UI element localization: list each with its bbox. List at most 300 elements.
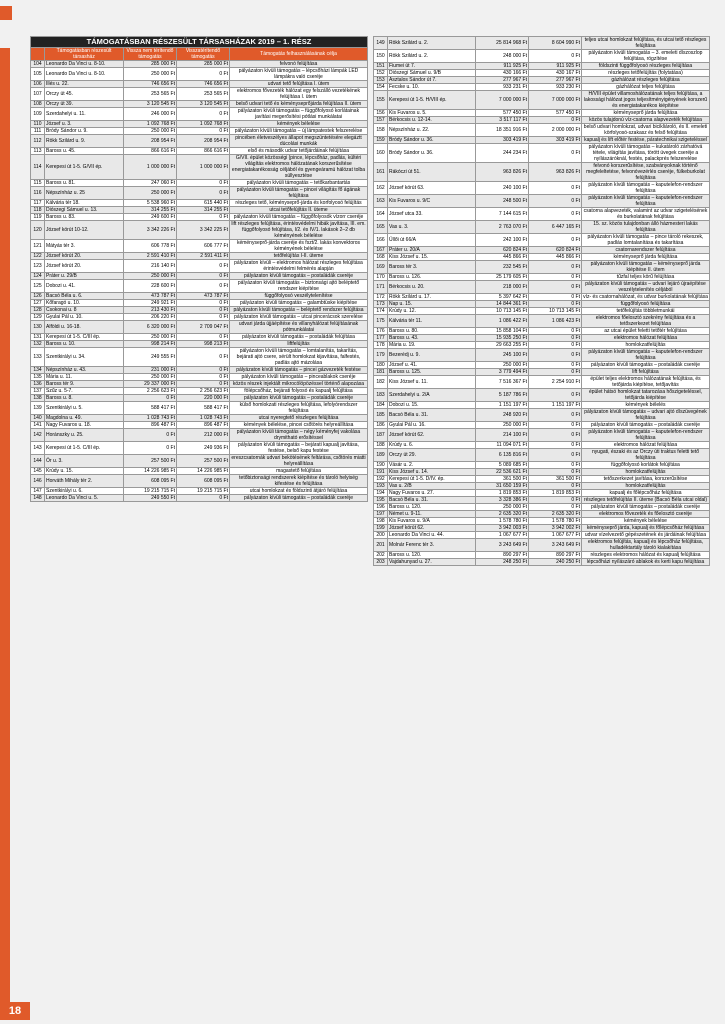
building-name: Kálvária tér 11. — [388, 315, 476, 328]
table-row — [31, 395, 368, 402]
row-index: 170 — [374, 274, 388, 281]
nonrefundable-amount: 0 Ft — [124, 442, 177, 455]
row-index: 202 — [374, 552, 388, 559]
row-index: 161 — [374, 163, 388, 182]
table-row — [31, 88, 368, 101]
building-name: Kis Fuvaros u. 5. — [388, 110, 476, 117]
building-name: Bezerédj u. 9. — [388, 349, 476, 362]
building-name: Vajdahunyad u. 27. — [388, 559, 476, 566]
refundable-amount: 303 419 Ft — [529, 137, 582, 144]
refundable-amount: 577 450 Ft — [529, 110, 582, 117]
row-index: 172 — [374, 294, 388, 301]
table-row — [374, 559, 710, 566]
row-index: 140 — [31, 415, 45, 422]
nonrefundable-amount: 206 220 Ft — [124, 314, 177, 321]
row-index: 149 — [374, 37, 388, 50]
nonrefundable-amount: 247 060 Ft — [124, 180, 177, 187]
refundable-amount: 0 Ft — [529, 504, 582, 511]
table-row — [374, 532, 710, 539]
row-index: 128 — [31, 307, 45, 314]
refundable-amount: 445 866 Ft — [529, 254, 582, 261]
building-name: Baross u. 125. — [388, 369, 476, 376]
row-index: 197 — [374, 511, 388, 518]
row-index: 136 — [31, 381, 45, 388]
table-row — [31, 422, 368, 429]
nonrefundable-amount: 228 600 Ft — [124, 280, 177, 293]
table-row — [31, 273, 368, 280]
nonrefundable-amount: 606 778 Ft — [124, 240, 177, 253]
refundable-amount: 0 Ft — [177, 280, 230, 293]
purpose: pályázaton kívüli támogatás – új lámpatestek felszerelése — [230, 128, 368, 135]
row-index: 133 — [31, 348, 45, 367]
table-row — [374, 308, 710, 315]
refundable-amount: 0 Ft — [177, 187, 230, 200]
building-name: Krúdy u. 6. — [388, 442, 476, 449]
nonrefundable-amount: 248 250 Ft — [476, 559, 529, 566]
nonrefundable-amount: 249 921 Ft — [124, 300, 177, 307]
building-name: Krúdy u. 15. — [45, 468, 124, 475]
row-index: 181 — [374, 369, 388, 376]
table-row — [374, 476, 710, 483]
purpose: udvar vízelvezető gépészetének és járdáinak felújítása — [582, 532, 710, 539]
table-row — [374, 163, 710, 182]
row-index: 118 — [31, 207, 45, 214]
purpose: utcai tetőfelújítás II. üteme — [230, 207, 368, 214]
row-index: 159 — [374, 137, 388, 144]
refundable-amount: 0 Ft — [529, 274, 582, 281]
purpose: függőfolyosó veszélytelenítése — [230, 293, 368, 300]
table-row — [31, 429, 368, 442]
table-row — [374, 261, 710, 274]
row-index: 167 — [374, 247, 388, 254]
nonrefundable-amount: 240 100 Ft — [476, 182, 529, 195]
row-index: 138 — [31, 395, 45, 402]
row-index: 171 — [374, 281, 388, 294]
refundable-amount: 3 342 225 Ft — [177, 221, 230, 240]
table-row — [374, 422, 710, 429]
purpose: az utcai épület feletti tetőtér felújítása — [582, 328, 710, 335]
nonrefundable-amount: 1 578 780 Ft — [476, 518, 529, 525]
purpose: felvonó korszerűsítése, szabványoknak történő megfeleltetése, felvonóvezérlés cseréje, fülkeburkolat felújítása — [582, 163, 710, 182]
row-index: 105 — [31, 68, 45, 81]
purpose: homlokzatfelújítás — [582, 342, 710, 349]
table-row — [31, 402, 368, 415]
purpose: épület hátsó homlokzat tatarozása hőszigeteléssel, tetőjárda kiépítése — [582, 389, 710, 402]
table-row — [31, 314, 368, 321]
row-index: 158 — [374, 124, 388, 137]
header-refundable: Visszatérítendő támogatás — [177, 48, 230, 61]
purpose: pályázaton kívüli támogatás – postaládák cseréje — [582, 422, 710, 429]
building-name: Baross u. 83. — [45, 214, 124, 221]
purpose: elektromos hálózat felújítása — [582, 335, 710, 342]
table-row — [374, 294, 710, 301]
table-row — [31, 260, 368, 273]
row-index: 164 — [374, 208, 388, 221]
building-name: Baross u. 43. — [388, 335, 476, 342]
refundable-amount: 257 500 Ft — [177, 455, 230, 468]
row-index: 194 — [374, 490, 388, 497]
table-row — [374, 376, 710, 389]
purpose: részleges elektromos hálózat és kapualj felújítása — [582, 552, 710, 559]
purpose: pályázaton kívüli támogatás – udvari lejáró újraépítése veszélytelenítés céljából — [582, 281, 710, 294]
refundable-amount: 240 250 Ft — [529, 559, 582, 566]
nonrefundable-amount: 29 663 255 Ft — [476, 342, 529, 349]
purpose: lift felújítása — [582, 369, 710, 376]
subsidy-table-left — [30, 36, 368, 502]
row-index: 198 — [374, 518, 388, 525]
row-index: 111 — [31, 128, 45, 135]
building-name: Baross tér 9. — [45, 381, 124, 388]
building-name: Diószegi Sámuel u. 9/B — [388, 70, 476, 77]
nonrefundable-amount: 866 616 Ft — [124, 148, 177, 155]
table-row — [31, 207, 368, 214]
purpose: részleges tetőfelújítás (folytatása) — [582, 70, 710, 77]
refundable-amount: 361 500 Ft — [529, 476, 582, 483]
refundable-amount: 0 Ft — [177, 300, 230, 307]
row-index: 146 — [31, 475, 45, 488]
nonrefundable-amount: 15 858 104 Ft — [476, 328, 529, 335]
table-row — [374, 274, 710, 281]
row-index: 156 — [374, 110, 388, 117]
nonrefundable-amount: 249 550 Ft — [124, 495, 177, 502]
refundable-amount: 0 Ft — [177, 348, 230, 367]
purpose: pályázaton kívüli támogatás – galambtüske kiépítése — [230, 300, 368, 307]
purpose: pályázaton kívüli támogatás – postaládák cseréje — [582, 362, 710, 369]
row-index: 152 — [374, 70, 388, 77]
building-name: Fiumei út 7. — [388, 63, 476, 70]
row-index: 166 — [374, 234, 388, 247]
nonrefundable-amount: 3 942 003 Ft — [476, 525, 529, 532]
nonrefundable-amount: 250 000 Ft — [124, 273, 177, 280]
purpose: kémények bélelése — [582, 518, 710, 525]
building-name: Asztalos Sándor út 7. — [388, 77, 476, 84]
subsidy-table-right — [373, 36, 710, 566]
refundable-amount: 0 Ft — [529, 497, 582, 504]
row-index: 137 — [31, 388, 45, 395]
table-row — [374, 369, 710, 376]
table-row — [374, 462, 710, 469]
building-name: Kőfaragó u. 10. — [45, 300, 124, 307]
building-name: Baross u. 126. — [388, 274, 476, 281]
building-name: Bacsó Béla u. 6. — [45, 293, 124, 300]
table-row — [31, 300, 368, 307]
table-row — [374, 63, 710, 70]
building-name: Molnár Ferenc tér 3. — [388, 539, 476, 552]
table-row — [374, 70, 710, 77]
purpose: kéményseprő járda felújítása — [582, 110, 710, 117]
purpose: csatornarendszer felújítása — [582, 247, 710, 254]
building-name: Bródy Sándor u. 36. — [388, 144, 476, 163]
table-row — [31, 128, 368, 135]
table-row — [31, 293, 368, 300]
purpose: pályázaton kívüli támogatás – lomtalanítás, takarítás, bejárati ajtó csere, sérült homlokzat kijavítása, falfestés, padlás ajtó mázolása — [230, 348, 368, 367]
nonrefundable-amount: 7 516 367 Ft — [476, 376, 529, 389]
refundable-amount: 890 297 Ft — [529, 552, 582, 559]
table-row — [374, 117, 710, 124]
row-index: 122 — [31, 253, 45, 260]
row-index: 180 — [374, 362, 388, 369]
purpose: pályázaton kívüli támogatás – postaládák cseréje — [230, 495, 368, 502]
refundable-amount: 0 Ft — [529, 335, 582, 342]
refundable-amount: 0 Ft — [177, 273, 230, 280]
purpose: homlokzatfelújítás — [582, 469, 710, 476]
row-index: 142 — [31, 429, 45, 442]
row-index: 117 — [31, 200, 45, 207]
row-index: 141 — [31, 422, 45, 429]
row-index: 126 — [31, 293, 45, 300]
refundable-amount: 0 Ft — [529, 144, 582, 163]
row-index: 132 — [31, 341, 45, 348]
row-index: 139 — [31, 402, 45, 415]
purpose: pályázaton kívüli támogatás – kaputelefon-rendszer felújítása — [582, 182, 710, 195]
row-index: 144 — [31, 455, 45, 468]
refundable-amount: 911 925 Ft — [529, 63, 582, 70]
nonrefundable-amount: 14 844 361 Ft — [476, 301, 529, 308]
row-index: 179 — [374, 349, 388, 362]
refundable-amount: 606 777 Ft — [177, 240, 230, 253]
refundable-amount: 933 230 Ft — [529, 84, 582, 91]
purpose: H/VIII épület villamoshálózatának teljes felújítása, a lakossági hálózat jogos teljesítményigényének korszerű és energiatakarékos kiépítése — [582, 91, 710, 110]
refundable-amount: 0 Ft — [529, 281, 582, 294]
purpose: pályázaton kívüli támogatás – tetőkarbantartás — [230, 180, 368, 187]
row-index: 155 — [374, 91, 388, 110]
building-name: Bródy Sándor u. 9. — [45, 128, 124, 135]
row-index: 190 — [374, 462, 388, 469]
nonrefundable-amount: 29 337 000 Ft — [124, 381, 177, 388]
nonrefundable-amount: 2 591 410 Ft — [124, 253, 177, 260]
purpose: épület teljes elektromos hálózatának felújítása, és tetőjárda kiépítése, tetőjavítás — [582, 376, 710, 389]
left-table-body — [31, 61, 368, 502]
purpose: kéményseprő járda felújítása — [582, 254, 710, 261]
row-index: 119 — [31, 214, 45, 221]
table-row — [374, 328, 710, 335]
refundable-amount: 588 417 Ft — [177, 402, 230, 415]
purpose: G/VII. épület közösségi (pince, lépcsőház, padlás, kültéri világítás elektromos hálózatának korszerűsítése energiatakarékosság céljából és gyengeáramú hálózat tolba süllyesztése — [230, 155, 368, 180]
table-row — [31, 108, 368, 121]
purpose: magastető felújítása — [230, 468, 368, 475]
table-row — [374, 37, 710, 50]
building-name: Práter u. 29/B — [45, 273, 124, 280]
purpose: gázhálózat teljes felújítása — [582, 84, 710, 91]
row-index: 107 — [31, 88, 45, 101]
building-name: Vas u. 3. — [388, 221, 476, 234]
refundable-amount: 0 Ft — [529, 208, 582, 221]
table-row — [31, 455, 368, 468]
refundable-amount: 0 Ft — [529, 483, 582, 490]
refundable-amount: 6 447 165 Ft — [529, 221, 582, 234]
purpose: pályázaton kívüli támogatás – 3. emeleti díszoszlop felújítása, rögzítése — [582, 50, 710, 63]
table-row — [31, 135, 368, 148]
refundable-amount: 0 Ft — [529, 409, 582, 422]
building-name: Práter u. 20/A — [388, 247, 476, 254]
nonrefundable-amount: 998 214 Ft — [124, 341, 177, 348]
purpose: elektromos fővezeték és főelosztó cseréje — [582, 511, 710, 518]
building-name: József utca 33. — [388, 208, 476, 221]
nonrefundable-amount: 6 320 000 Ft — [124, 321, 177, 334]
refundable-amount: 3 243 649 Ft — [529, 539, 582, 552]
nonrefundable-amount: 249 555 Ft — [124, 348, 177, 367]
building-name: Baross u. 120. — [388, 552, 476, 559]
building-name: Orczy út 29. — [388, 449, 476, 462]
purpose: pályázaton kívüli támogatás – kaputelefon-rendszer felújítása — [582, 195, 710, 208]
nonrefundable-amount: 445 866 Ft — [476, 254, 529, 261]
nonrefundable-amount: 246 000 Ft — [124, 108, 177, 121]
table-row — [374, 389, 710, 402]
table-row — [374, 490, 710, 497]
building-name: Rákóczi út 51. — [388, 163, 476, 182]
refundable-amount: 0 Ft — [177, 128, 230, 135]
building-name: Baross u. 81. — [45, 180, 124, 187]
purpose: pályázaton kívüli támogatás – kaputelefon-rendszer felújítása — [582, 349, 710, 362]
table-row — [374, 110, 710, 117]
building-name: Népszínház u. 43. — [45, 367, 124, 374]
refundable-amount: 0 Ft — [529, 449, 582, 462]
building-name: József körút 63. — [388, 182, 476, 195]
building-name: Őr u. 3. — [45, 455, 124, 468]
row-index: 125 — [31, 280, 45, 293]
purpose: pályázaton kívüli támogatás – bejárati kapualj javítása, festése, belső kapu festése — [230, 442, 368, 455]
nonrefundable-amount: 5 538 960 Ft — [124, 200, 177, 207]
row-index: 145 — [31, 468, 45, 475]
purpose: pályázaton kívüli támogatás – függőfolyosók vízorr cseréje — [230, 214, 368, 221]
table-row — [31, 307, 368, 314]
row-index: 104 — [31, 61, 45, 68]
table-row — [31, 415, 368, 422]
row-index: 183 — [374, 389, 388, 402]
nonrefundable-amount: 22 536 621 Ft — [476, 469, 529, 476]
table-row — [374, 497, 710, 504]
nonrefundable-amount: 249 600 Ft — [124, 214, 177, 221]
nonrefundable-amount: 430 166 Ft — [476, 70, 529, 77]
building-name: Szentkirályi u. 34. — [45, 348, 124, 367]
purpose: pályázaton kívüli támogatás – postaládák felújítása — [230, 334, 368, 341]
table-row — [31, 81, 368, 88]
building-name: Kerepesi út 1-5. C/III ép. — [45, 334, 124, 341]
table-row — [31, 475, 368, 488]
refundable-amount: 253 565 Ft — [177, 88, 230, 101]
purpose: tetőfelújítás többletmunkái — [582, 308, 710, 315]
nonrefundable-amount: 473 787 Ft — [124, 293, 177, 300]
refundable-amount: 746 656 Ft — [177, 81, 230, 88]
nonrefundable-amount: 303 419 Ft — [476, 137, 529, 144]
row-index: 163 — [374, 195, 388, 208]
building-name: Baross u. 8. — [45, 395, 124, 402]
purpose: ereszcsatornák udvari bekötésének feltárása, csőtörés miatti helyreállítása — [231, 455, 366, 467]
purpose: tetőszerkezet javítása, korszerűsítése — [582, 476, 710, 483]
row-index: 177 — [374, 335, 388, 342]
building-name: József u. 41. — [388, 362, 476, 369]
row-index: 176 — [374, 328, 388, 335]
building-name: Baross u. 120. — [388, 504, 476, 511]
table-row — [374, 315, 710, 328]
refundable-amount: 0 Ft — [529, 261, 582, 274]
table-row — [374, 442, 710, 449]
refundable-amount: 896 487 Ft — [177, 422, 230, 429]
row-index: 162 — [374, 182, 388, 195]
purpose: közös részek injektált mikrocölöpözéssel történő alapozása — [230, 381, 368, 388]
building-name: Mátyás tér 3. — [45, 240, 124, 253]
refundable-amount: 0 Ft — [529, 469, 582, 476]
refundable-amount: 1 000 000 Ft — [177, 155, 230, 180]
row-index: 106 — [31, 81, 45, 88]
nonrefundable-amount: 31 650 159 Ft — [476, 483, 529, 490]
building-name: Népszínház u. 22. — [388, 124, 476, 137]
purpose: pályázaton kívüli támogatás – postaládák cseréje — [230, 273, 368, 280]
building-name: Csokonai u. 8 — [45, 307, 124, 314]
table-title: TÁMOGATÁSBAN RÉSZESÜLT TÁRSASHÁZAK 2019 – 1. RÉSZ — [31, 37, 368, 48]
building-name: Bérkocsis u. 20. — [388, 281, 476, 294]
nonrefundable-amount: 250 000 Ft — [476, 504, 529, 511]
purpose: pályázaton kívüli támogatás – lépcsőházi lámpák LED lámpákra való cseréje — [230, 68, 368, 81]
table-row — [374, 137, 710, 144]
building-name: Baross u. 45. — [45, 148, 124, 155]
refundable-amount: 430 167 Ft — [529, 70, 582, 77]
refundable-amount: 866 616 Ft — [177, 148, 230, 155]
header-building: Támogatásban részesült társasház — [45, 48, 124, 61]
table-row — [31, 388, 368, 395]
building-name: Orczy út 45. — [45, 88, 124, 101]
building-name: Kis Fuvaros u. 9/C — [388, 195, 476, 208]
building-name: Diószegi Sámuel u. 13. — [45, 207, 124, 214]
nonrefundable-amount: 911 925 Ft — [476, 63, 529, 70]
building-name: Nap u. 15. — [388, 301, 476, 308]
refundable-amount: 0 Ft — [529, 342, 582, 349]
building-name: Leonardo Da Vinci u. 8-10. — [45, 68, 124, 81]
row-index: 157 — [374, 117, 388, 124]
building-name: Leonardo Da Vinci u. 44. — [388, 532, 476, 539]
row-index: 169 — [374, 261, 388, 274]
building-name: Leonardo Da Vinci u. 5. — [45, 495, 124, 502]
purpose: első és második udvar tetőjárdáinak felújítása — [230, 148, 368, 155]
nonrefundable-amount: 1 086 422 Ft — [476, 315, 529, 328]
refundable-amount: 1 092 768 Ft — [177, 121, 230, 128]
nonrefundable-amount: 2 256 623 Ft — [124, 388, 177, 395]
refundable-amount: 0 Ft — [529, 301, 582, 308]
purpose: kémények bélelése, pincei csőtörés helyreállítása — [230, 422, 368, 429]
refundable-amount: 0 Ft — [177, 314, 230, 321]
nonrefundable-amount: 25 179 605 Ft — [476, 274, 529, 281]
refundable-amount: 0 Ft — [529, 362, 582, 369]
row-index: 124 — [31, 273, 45, 280]
building-name: Orczy út 39. — [45, 101, 124, 108]
refundable-amount: 1 819 853 Ft — [529, 490, 582, 497]
nonrefundable-amount: 248 920 Ft — [476, 409, 529, 422]
nonrefundable-amount: 208 954 Ft — [124, 135, 177, 148]
row-index: 127 — [31, 300, 45, 307]
building-name: Dobozi u. 41. — [45, 280, 124, 293]
table-row — [374, 362, 710, 369]
purpose: elektromos felújítás, kapualj és lépcsőház felújítása, hulladéktartály tároló kialakítása — [582, 539, 710, 552]
nonrefundable-amount: 588 417 Ft — [124, 402, 177, 415]
row-index: 193 — [374, 483, 388, 490]
refundable-amount: 608 095 Ft — [177, 475, 230, 488]
refundable-amount: 0 Ft — [529, 294, 582, 301]
table-row — [31, 495, 368, 502]
nonrefundable-amount: 1 819 853 Ft — [476, 490, 529, 497]
refundable-amount: 0 Ft — [177, 214, 230, 221]
row-index: 153 — [374, 77, 388, 84]
nonrefundable-amount: 1 028 743 Ft — [124, 415, 177, 422]
purpose: kéményseprő-járda cseréje és fszt/2. lakás konvektoros kéményének bélelése — [230, 240, 368, 253]
purpose: udvari tető felújítása I. ütem — [230, 81, 368, 88]
refundable-amount: 0 Ft — [177, 108, 230, 121]
building-name: József körút 20. — [45, 260, 124, 273]
nonrefundable-amount: 2 635 320 Ft — [476, 511, 529, 518]
refundable-amount: 14 226 985 Ft — [177, 468, 230, 475]
nonrefundable-amount: 11 094 071 Ft — [476, 442, 529, 449]
table-row — [374, 124, 710, 137]
building-name: Kiss József u. 15. — [388, 254, 476, 261]
